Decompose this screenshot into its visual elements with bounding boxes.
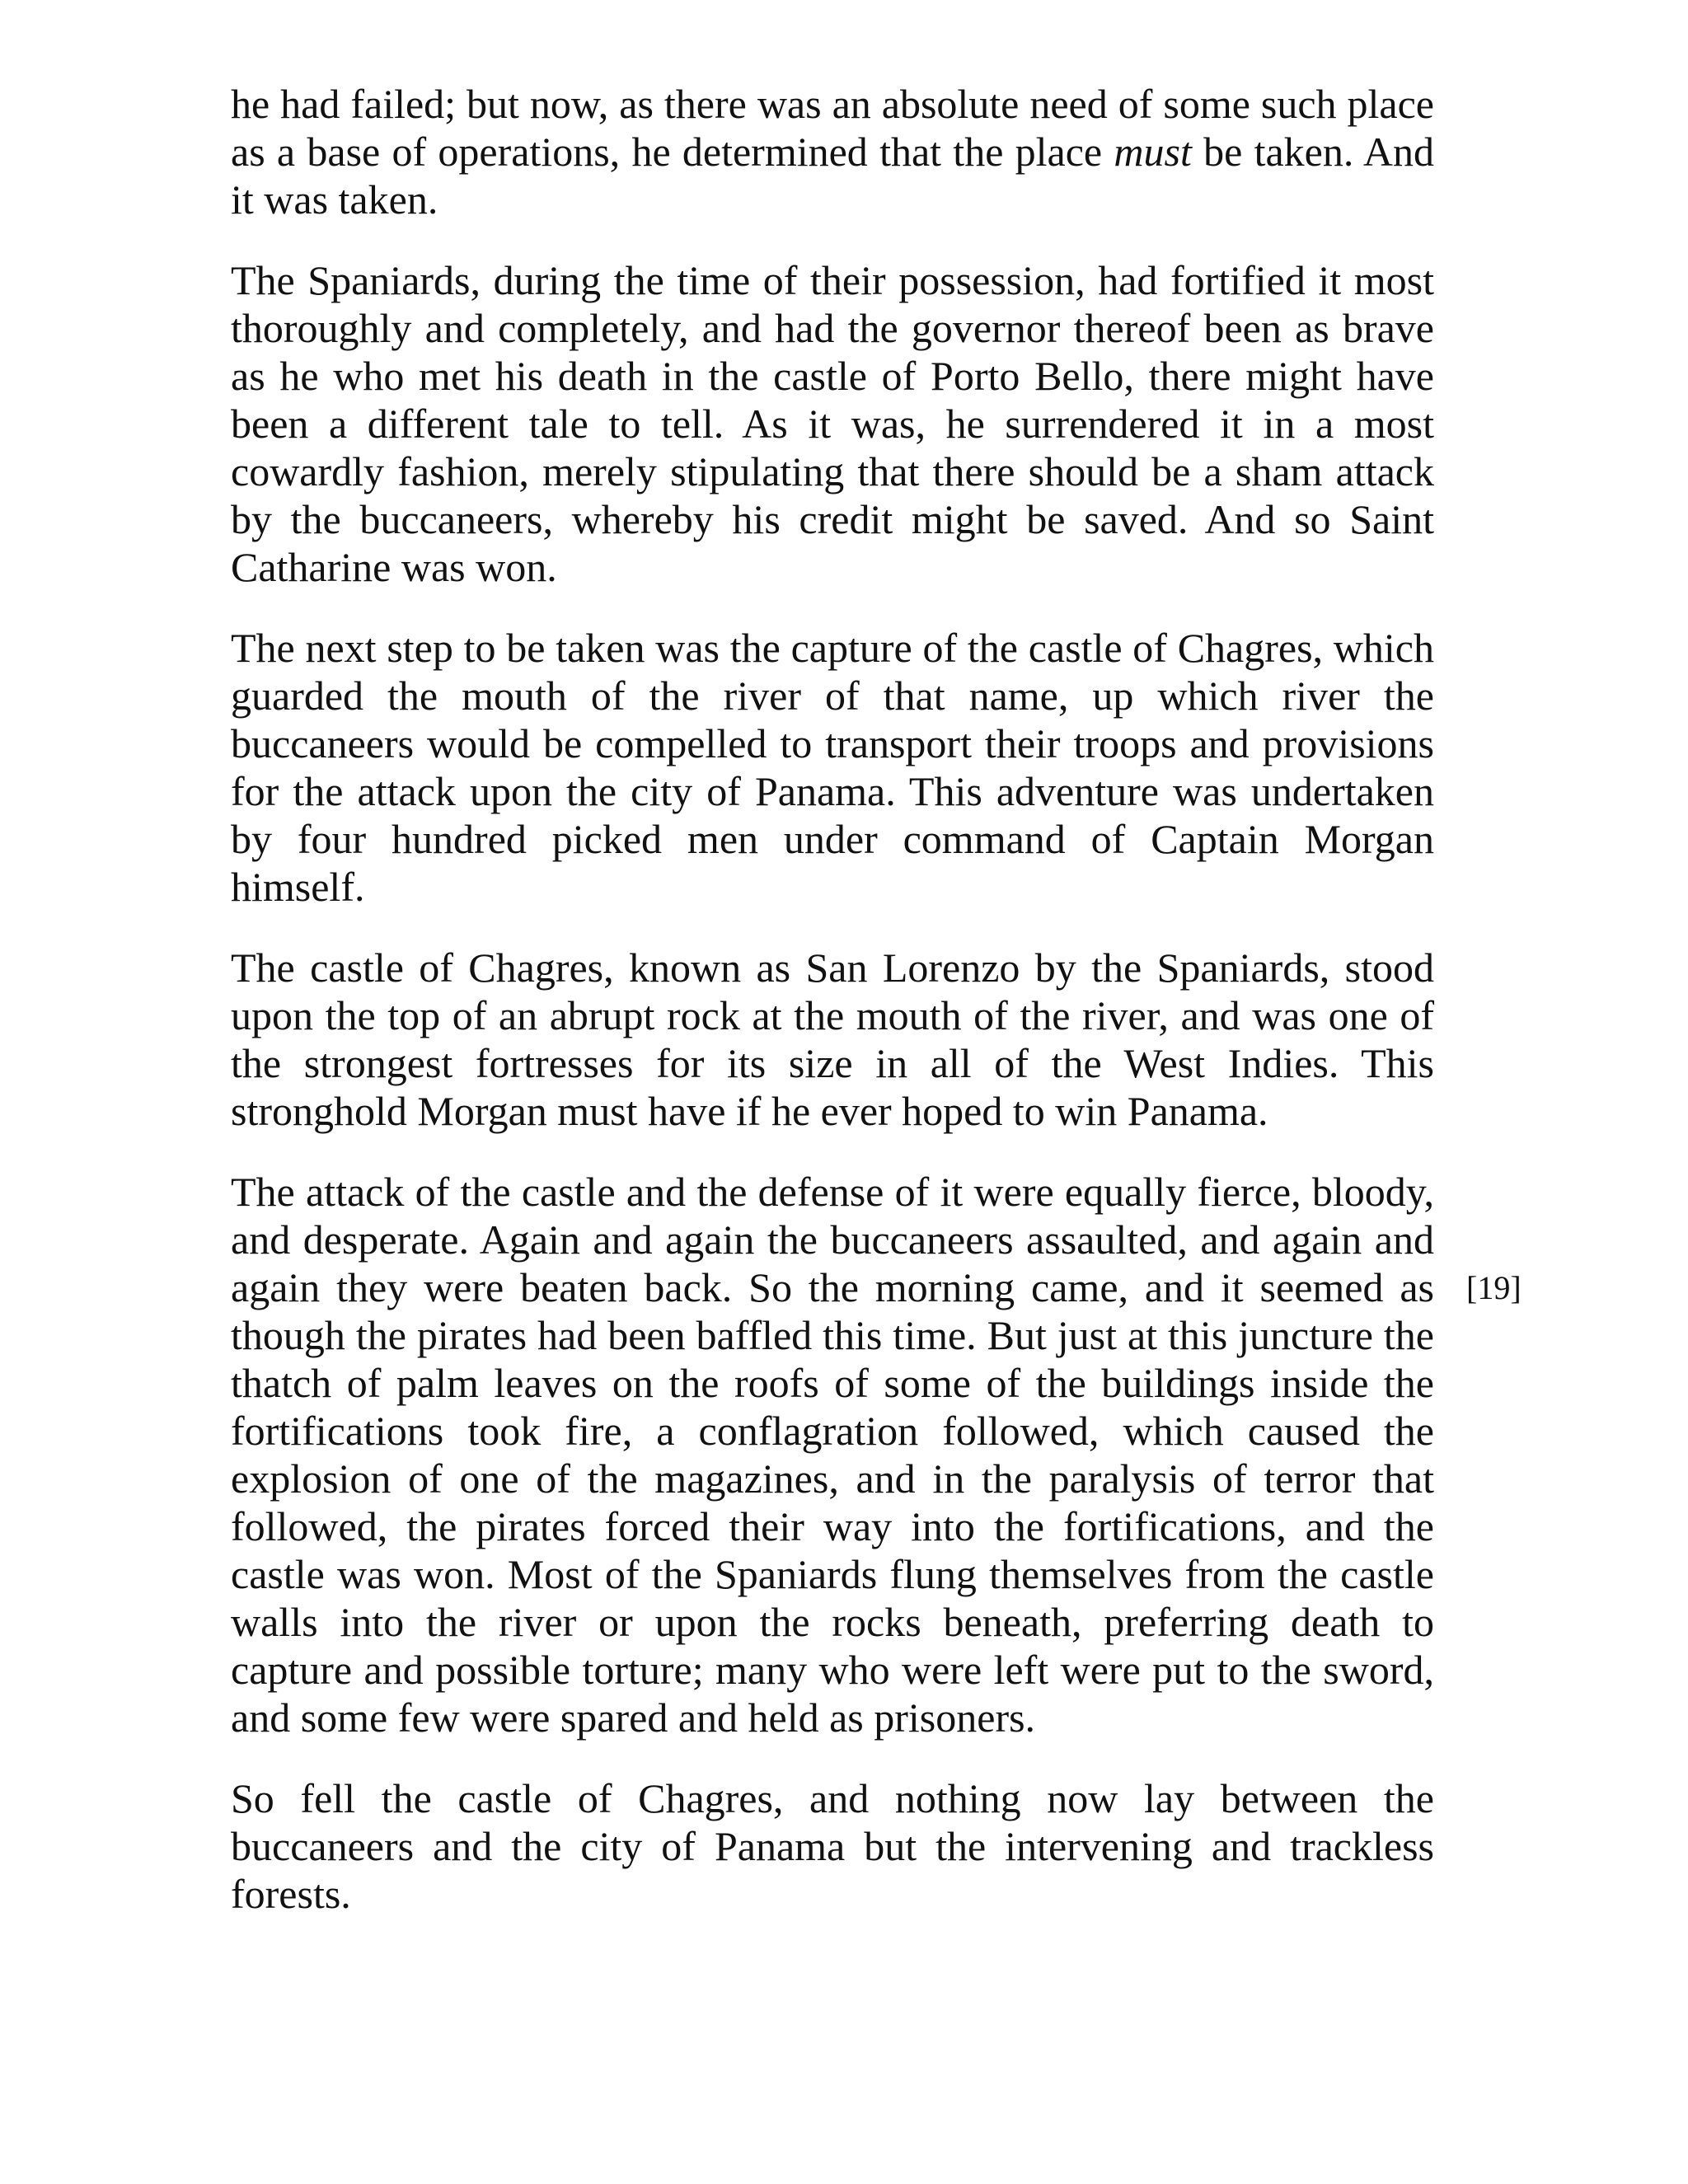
paragraph-5: The attack of the castle and the defense of it were equally fierce, bloody, and desperate. Again and again the buccaneers assaulted, and again and again they were beaten back. So the morning came, and it seemed as though the pirates had been baffled this time. But just at this juncture the thatch of palm leaves on the roofs of some of the buildings inside the fortifications took fire, a conflagration followed, which caused the explosion of one of the magazines, and in the paralysis of terror that followed, the pirates forced their way into the fortifications, and the castle was won. Most of the Spaniards flung themselves from the castle walls into the river or upon the rocks beneath, preferring death to capture and possible torture; many who were left were put to the sword, and some few were spared and held as prisoners. [231,1169,1434,1741]
paragraph-1-text-end: be taken. And it was taken. [231,129,1434,223]
document-body [231,80,1434,1951]
page-number: [19] [1466,1269,1522,1306]
paragraph-4: The castle of Chagres, known as San Lorenzo by the Spaniards, stood upon the top of an abrupt rock at the mouth of the river, and was one of the strongest fortresses for its size in all of the West Indies. This stronghold Morgan must have if he ever hoped to win Panama. [231,944,1434,1134]
paragraph-3: The next step to be taken was the capture of the castle of Chagres, which guarded the mouth of the river of that name, up which river the buccaneers would be compelled to transport their troops and provisions for the attack upon the city of Panama. This adventure was undertaken by four hundred picked men under command of Captain Morgan himself. [231,625,1434,910]
paragraph-2: The Spaniards, during the time of their possession, had fortified it most thoroughly and completely, and had the governor thereof been as brave as he who met his death in the castle of Porto Bello, there might have been a different tale to tell. As it was, he surrendered it in a most cowardly fashion, merely stipulating that there should be a sham attack by the buccaneers, whereby his credit might be saved. And so Saint Catharine was won. [231,257,1434,590]
paragraph-1-text-start: he had failed; but now, as there was an absolute need of some such place as a base of operations, he determined that the place [231,81,1434,175]
paragraph-1 [231,80,1434,223]
paragraph-6: So fell the castle of Chagres, and nothing now lay between the buccaneers and the city of Panama but the intervening and trackless forests. [231,1775,1434,1917]
emphasized-word: must [1114,129,1192,175]
